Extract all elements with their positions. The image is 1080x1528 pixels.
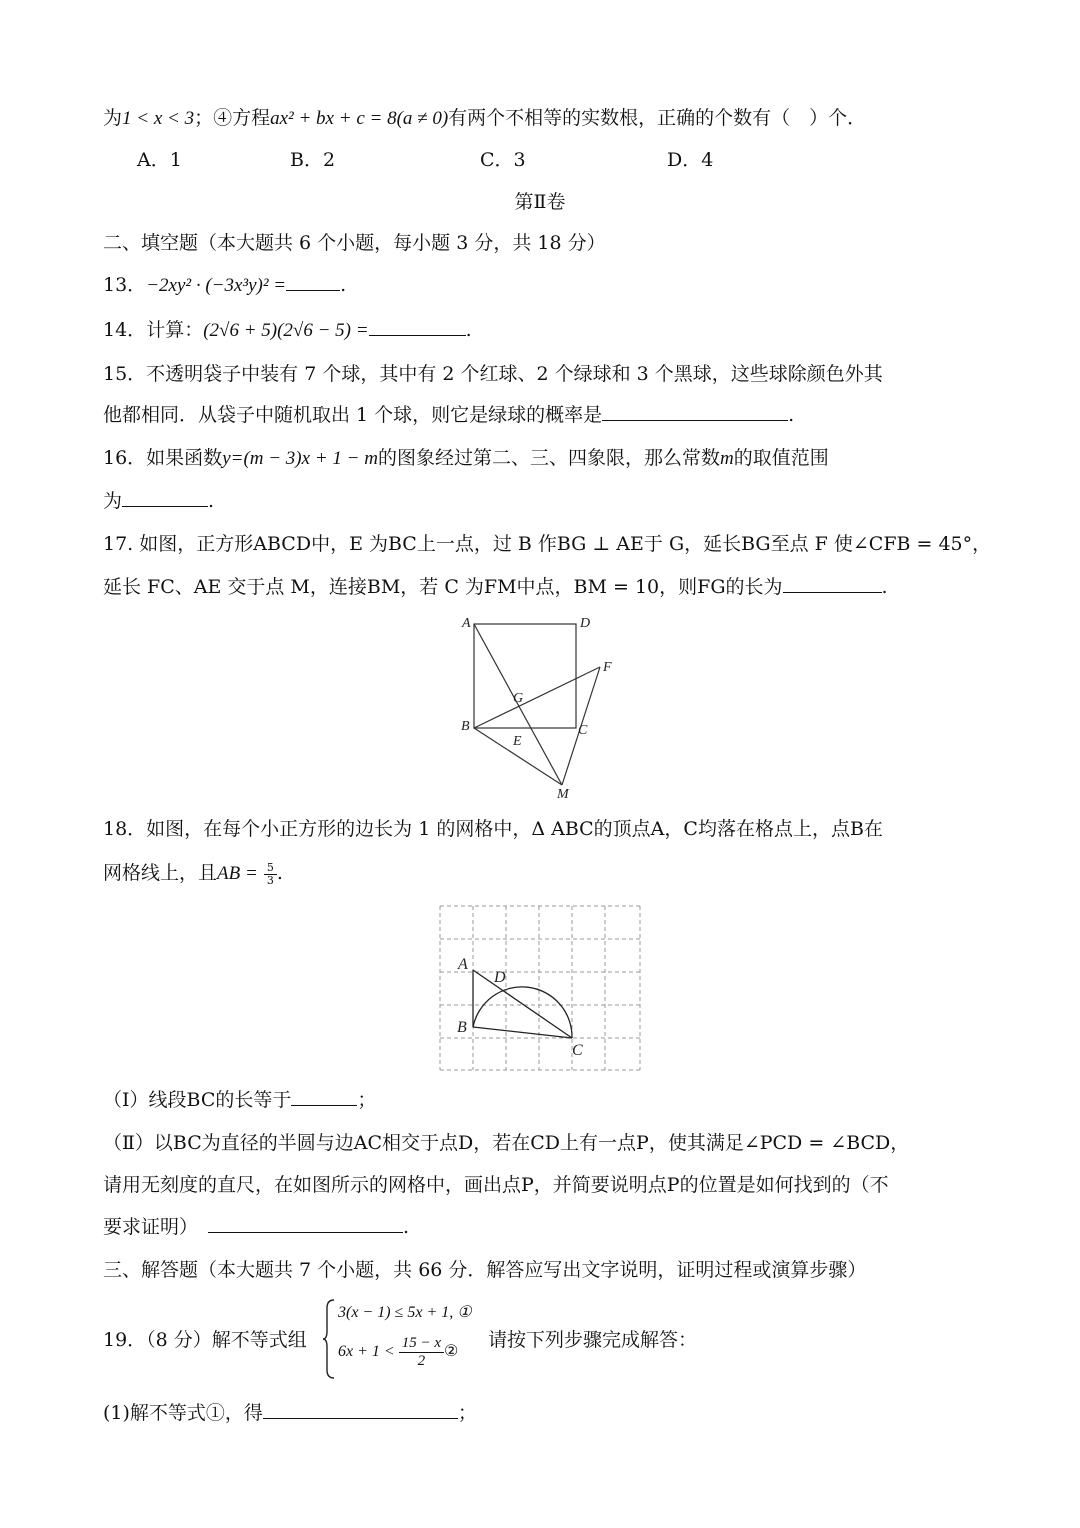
- q17-square-figure: [455, 612, 625, 802]
- q18-grid-figure: [438, 904, 643, 1074]
- answer-blank[interactable]: [369, 317, 466, 336]
- option-d[interactable]: D．4: [667, 149, 714, 171]
- question-17-line1: 17. 如图，正方形ABCD中，E 为BC上一点，过 B 作BG ⊥ AE于 G，延长BG至点 F 使∠CFB = 45°，: [103, 533, 992, 555]
- answer-blank[interactable]: [602, 402, 788, 421]
- question-18-line1: 18．如图，在每个小正方形的边长为 1 的网格中，Δ ABC的顶点A，C均落在格点上，点B在: [103, 818, 883, 840]
- label-b: B: [461, 719, 470, 734]
- section-2-heading: 二、填空题（本大题共 6 个小题，每小题 3 分，共 18 分）: [103, 232, 606, 254]
- q19-label: 19．（8 分）解不等式组: [103, 1329, 307, 1351]
- question-18-line2: 网格线上，且AB = $\frac{5}{3}$ .: [103, 860, 283, 887]
- question-15-line2: 他都相同．从袋子中随机取出 1 个球，则它是绿球的概率是 .: [103, 404, 795, 426]
- q18-part-1: （Ⅰ）线段BC的长等于 ；: [103, 1089, 377, 1111]
- label-c: C: [572, 1042, 583, 1059]
- semicircle-bc: [473, 987, 572, 1038]
- label-c: C: [578, 723, 588, 738]
- label-e: E: [513, 734, 522, 749]
- answer-blank[interactable]: [263, 1400, 458, 1419]
- grid-lines: [440, 906, 640, 1070]
- label-f: F: [603, 660, 612, 675]
- answer-blank[interactable]: [783, 574, 882, 593]
- answer-blank[interactable]: [291, 1087, 357, 1106]
- answer-blank[interactable]: [208, 1214, 403, 1233]
- volume-2-title: 第Ⅱ卷: [514, 191, 566, 213]
- label-m: M: [557, 787, 569, 802]
- square-abcd: [474, 624, 576, 728]
- question-13: 13．−2xy² · (−3x³y)² = .: [103, 274, 347, 296]
- question-16-line2: 为 .: [103, 490, 215, 512]
- q19-instruction: 请按下列步骤完成解答：: [488, 1329, 698, 1351]
- q18-part-2-line2: 请用无刻度的直尺，在如图所示的网格中，画出点P，并简要说明点P的位置是如何找到的（不: [103, 1174, 889, 1196]
- label-g: G: [513, 691, 524, 706]
- answer-blank[interactable]: [122, 488, 208, 507]
- label-d: D: [494, 969, 506, 986]
- q18-part-2-line1: （Ⅱ）以BC为直径的半圆与边AC相交于点D，若在CD上有一点P，使其满足∠PCD = ∠BCD，: [103, 1132, 910, 1154]
- left-brace-icon: [322, 1298, 336, 1380]
- q12-tail-line: 为1 < x < 3；④方程ax² + bx + c = 8(a ≠ 0)有两个不相等的实数根，正确的个数有（ ）个．: [103, 107, 867, 129]
- label-b: B: [457, 1019, 467, 1036]
- question-15-line1: 15．不透明袋子中装有 7 个球，其中有 2 个红球、2 个绿球和 3 个黑球，这些球除颜色外其: [103, 363, 883, 385]
- segment-bc: [473, 1027, 572, 1038]
- question-17-line2: 延长 FC、AE 交于点 M，连接BM，若 C 为FM中点，BM = 10，则FG的长为 .: [103, 576, 888, 598]
- inequality-2: 6x + 1 < $\frac{15 - x}{2}$ ②: [338, 1334, 459, 1369]
- answer-blank[interactable]: [286, 272, 340, 291]
- option-c[interactable]: C．3: [480, 149, 526, 171]
- option-b[interactable]: B．2: [290, 149, 336, 171]
- inequality-1: 3(x − 1) ≤ 5x + 1, ①: [338, 1304, 472, 1321]
- label-d: D: [580, 616, 591, 631]
- fraction-15-x-over-2: $\frac{15 - x}{2}$: [399, 1335, 444, 1370]
- fraction-5-3: $\frac{5}{3}$: [264, 862, 277, 887]
- label-a: A: [462, 616, 471, 631]
- q12-options: [137, 146, 713, 174]
- q19-step-1: (1)解不等式①，得 ；: [103, 1402, 477, 1424]
- question-14: 14．计算：(2√6 + 5)(2√6 − 5) = .: [103, 319, 472, 341]
- section-3-heading: 三、解答题（本大题共 7 个小题，共 66 分．解答应写出文字说明，证明过程或演算步骤）: [103, 1259, 867, 1281]
- segment-bf: [474, 667, 600, 728]
- option-a[interactable]: A．1: [137, 149, 182, 171]
- question-16-line1: 16．如果函数y=(m − 3)x + 1 − m的图象经过第二、三、四象限，那么常数m的取值范围: [103, 447, 829, 469]
- segment-ac: [473, 970, 572, 1038]
- q18-part-2-line3: 要求证明） .: [103, 1216, 410, 1238]
- label-a: A: [458, 956, 468, 973]
